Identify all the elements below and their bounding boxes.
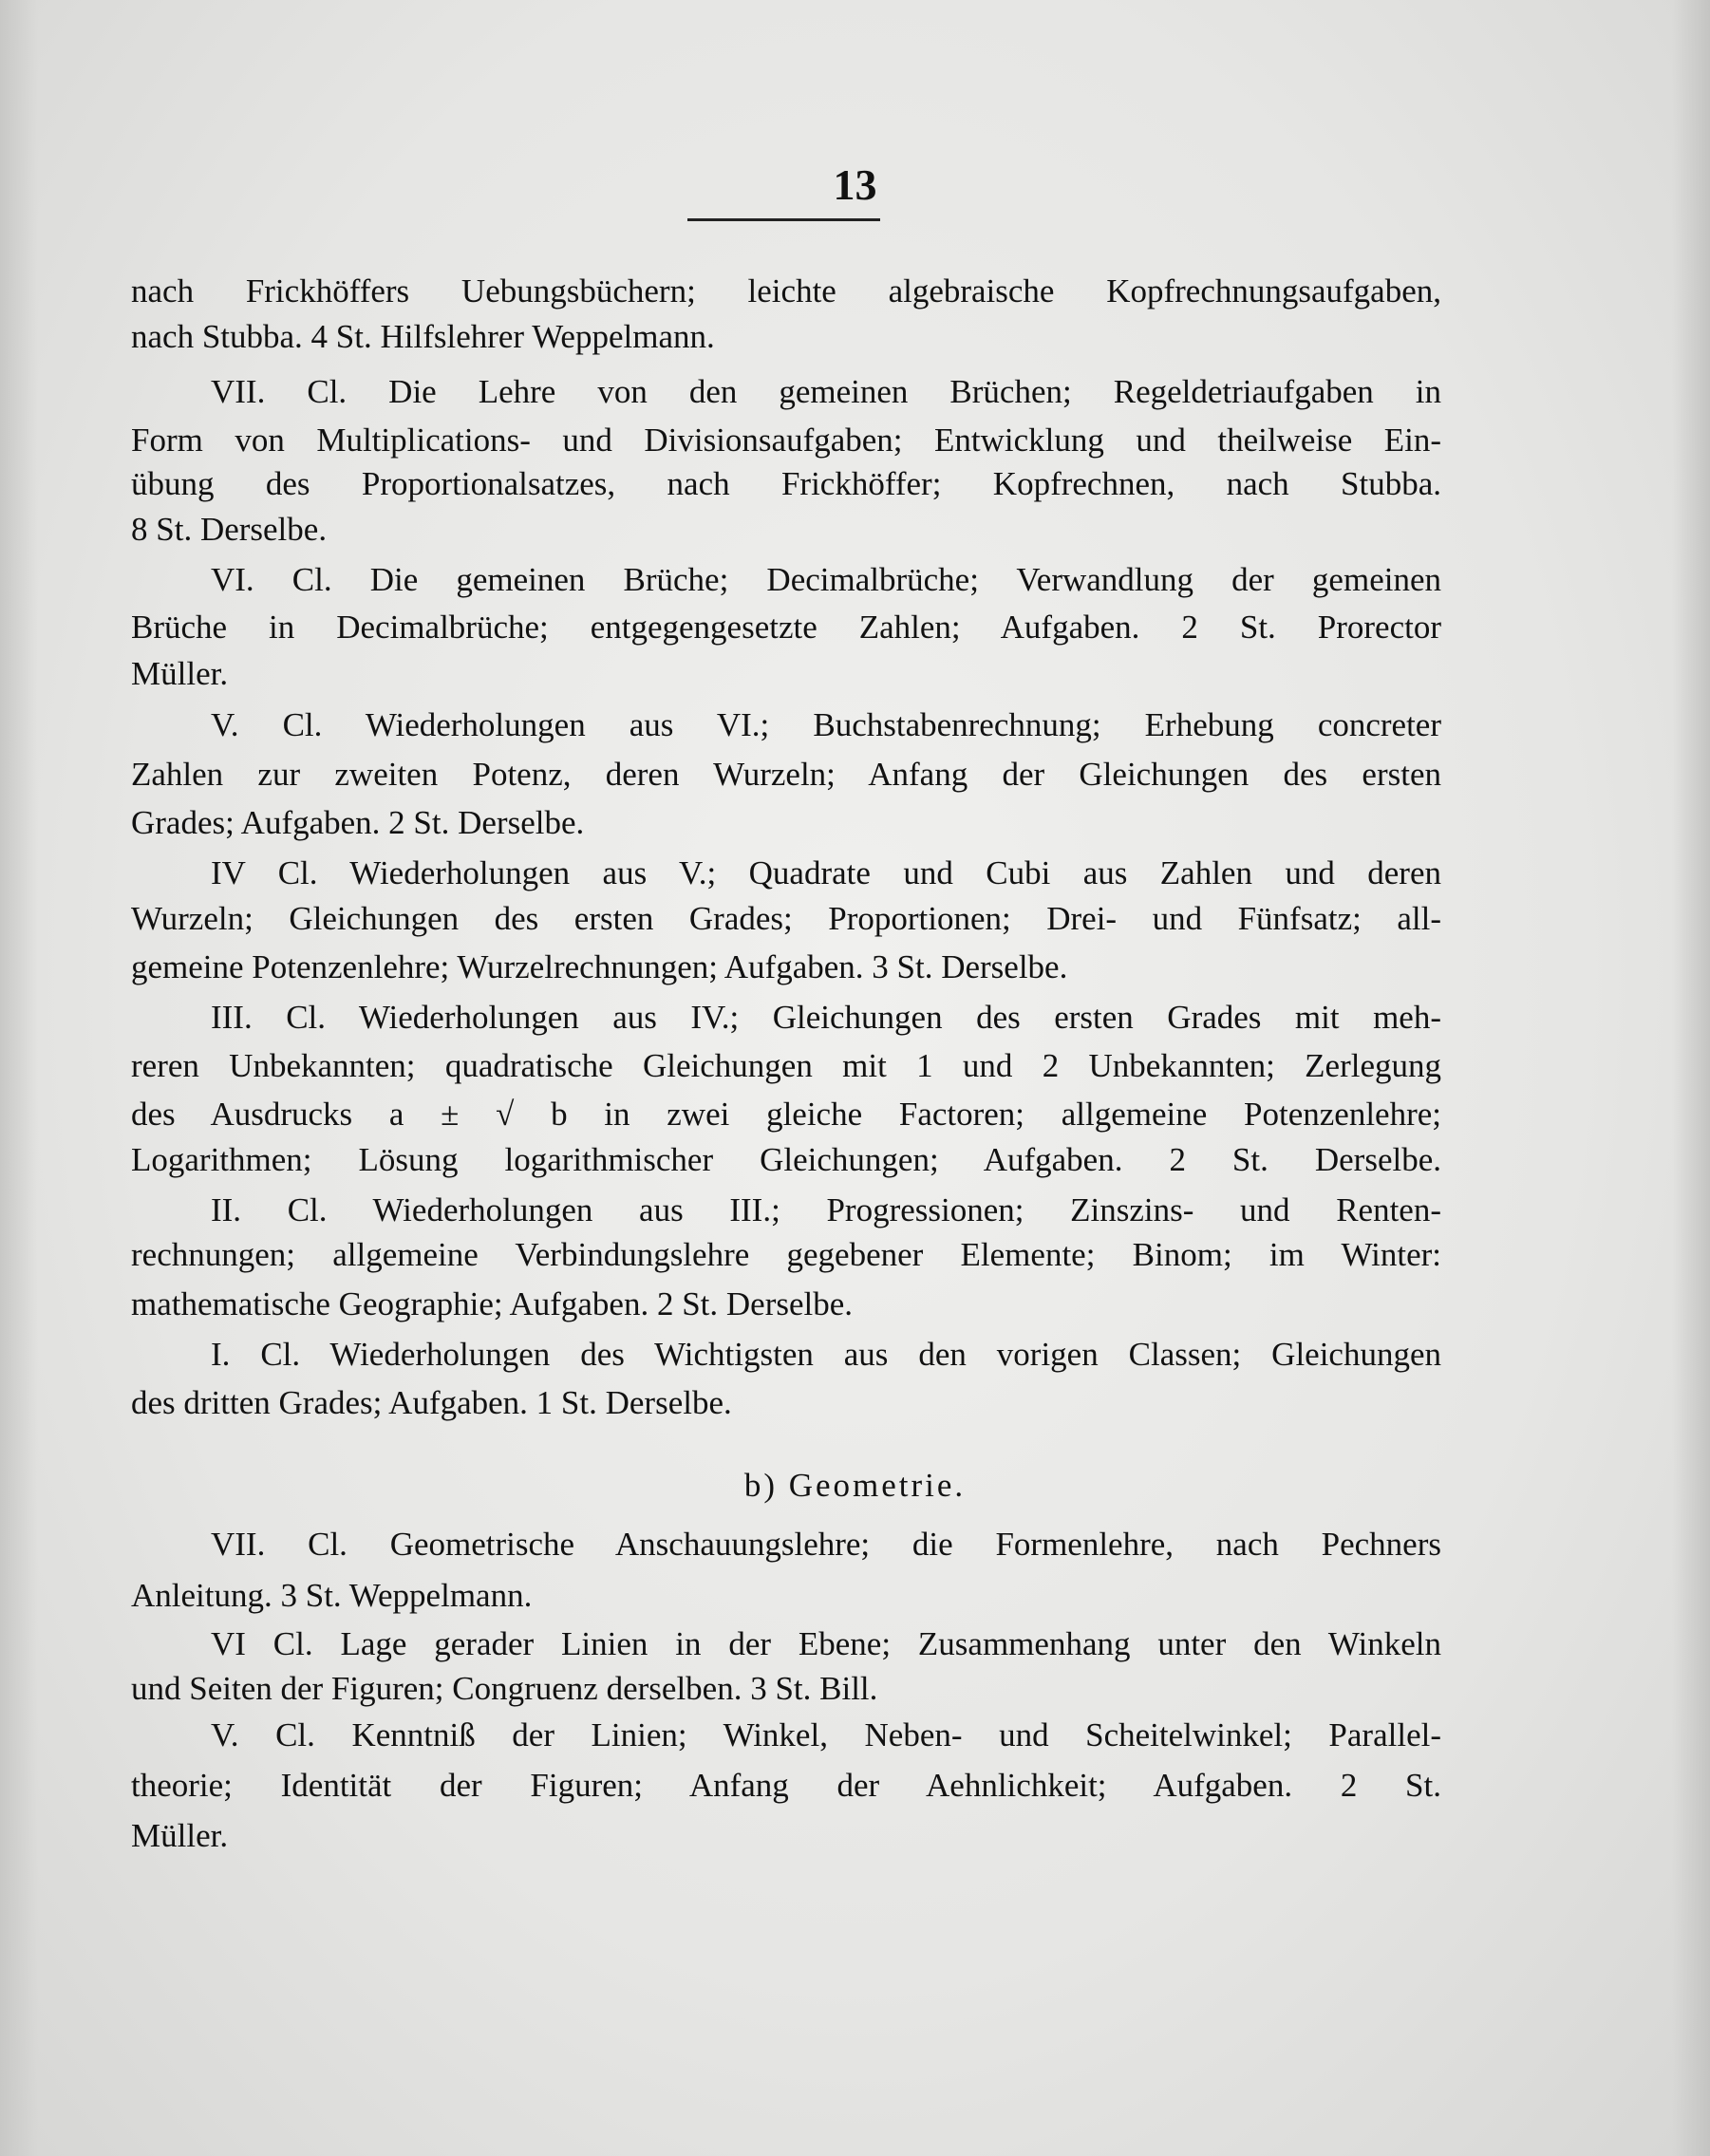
page-edge-shadow-right: [1672, 0, 1710, 2156]
page-number: 13: [833, 160, 877, 209]
text-line: II. Cl. Wiederholungen aus III.; Progressionen; Zinszins- und Renten-: [211, 1191, 1441, 1228]
text-line: Zahlen zur zweiten Potenz, deren Wurzeln; Anfang der Gleichungen des ersten: [131, 756, 1441, 793]
text-line: 8 St. Derselbe.: [131, 511, 328, 548]
text-line: I. Cl. Wiederholungen des Wichtigsten aus den vorigen Classen; Gleichungen: [211, 1336, 1441, 1373]
text-line: theorie; Identität der Figuren; Anfang der Aehnlichkeit; Aufgaben. 2 St.: [131, 1767, 1441, 1804]
text-line: und Seiten der Figuren; Congruenz derselben. 3 St. Bill.: [131, 1670, 878, 1707]
text-line: Wurzeln; Gleichungen des ersten Grades; Proportionen; Drei- und Fünfsatz; all-: [131, 900, 1441, 937]
text-line: V. Cl. Kenntniß der Linien; Winkel, Neben- und Scheitelwinkel; Parallel-: [211, 1716, 1441, 1753]
section-heading: b) Geometrie.: [743, 1467, 967, 1504]
text-line: Müller.: [131, 1817, 229, 1854]
text-line: III. Cl. Wiederholungen aus IV.; Gleichungen des ersten Grades mit meh-: [211, 999, 1441, 1036]
text-line: nach Stubba. 4 St. Hilfslehrer Weppelmann.: [131, 318, 715, 355]
text-line: übung des Proportionalsatzes, nach Frickhöffer; Kopfrechnen, nach Stubba.: [131, 465, 1441, 502]
header-rule: [687, 218, 880, 221]
text-line: rechnungen; allgemeine Verbindungslehre gegebener Elemente; Binom; im Winter:: [131, 1236, 1441, 1273]
text-line: Form von Multiplications- und Divisionsaufgaben; Entwicklung und theilweise Ein-: [131, 422, 1441, 459]
text-line: Grades; Aufgaben. 2 St. Derselbe.: [131, 804, 585, 841]
text-line: des Ausdrucks a ± √ b in zwei gleiche Factoren; allgemeine Potenzenlehre;: [131, 1096, 1441, 1133]
text-line: Brüche in Decimalbrüche; entgegengesetzte Zahlen; Aufgaben. 2 St. Prorector: [131, 609, 1441, 646]
text-line: nach Frickhöffers Uebungsbüchern; leichte algebraische Kopfrechnungsaufgaben,: [131, 272, 1441, 309]
text-line: Müller.: [131, 655, 229, 692]
text-line: gemeine Potenzenlehre; Wurzelrechnungen; Aufgaben. 3 St. Derselbe.: [131, 948, 1068, 985]
text-line: VI Cl. Lage gerader Linien in der Ebene; Zusammenhang unter den Winkeln: [211, 1625, 1441, 1662]
text-line: des dritten Grades; Aufgaben. 1 St. Derselbe.: [131, 1384, 732, 1421]
text-line: V. Cl. Wiederholungen aus VI.; Buchstabenrechnung; Erhebung concreter: [211, 706, 1441, 743]
text-line: Logarithmen; Lösung logarithmischer Gleichungen; Aufgaben. 2 St. Derselbe.: [131, 1141, 1441, 1178]
text-line: reren Unbekannten; quadratische Gleichungen mit 1 und 2 Unbekannten; Zerlegung: [131, 1047, 1441, 1084]
text-line: VII. Cl. Die Lehre von den gemeinen Brüchen; Regeldetriaufgaben in: [211, 373, 1441, 410]
text-line: Anleitung. 3 St. Weppelmann.: [131, 1577, 533, 1614]
text-line: mathematische Geographie; Aufgaben. 2 St. Derselbe.: [131, 1285, 854, 1322]
text-line: VII. Cl. Geometrische Anschauungslehre; die Formenlehre, nach Pechners: [211, 1526, 1441, 1563]
text-line: VI. Cl. Die gemeinen Brüche; Decimalbrüche; Verwandlung der gemeinen: [211, 561, 1441, 598]
text-line: IV Cl. Wiederholungen aus V.; Quadrate und Cubi aus Zahlen und deren: [211, 854, 1441, 891]
page-edge-shadow-left: [0, 0, 38, 2156]
